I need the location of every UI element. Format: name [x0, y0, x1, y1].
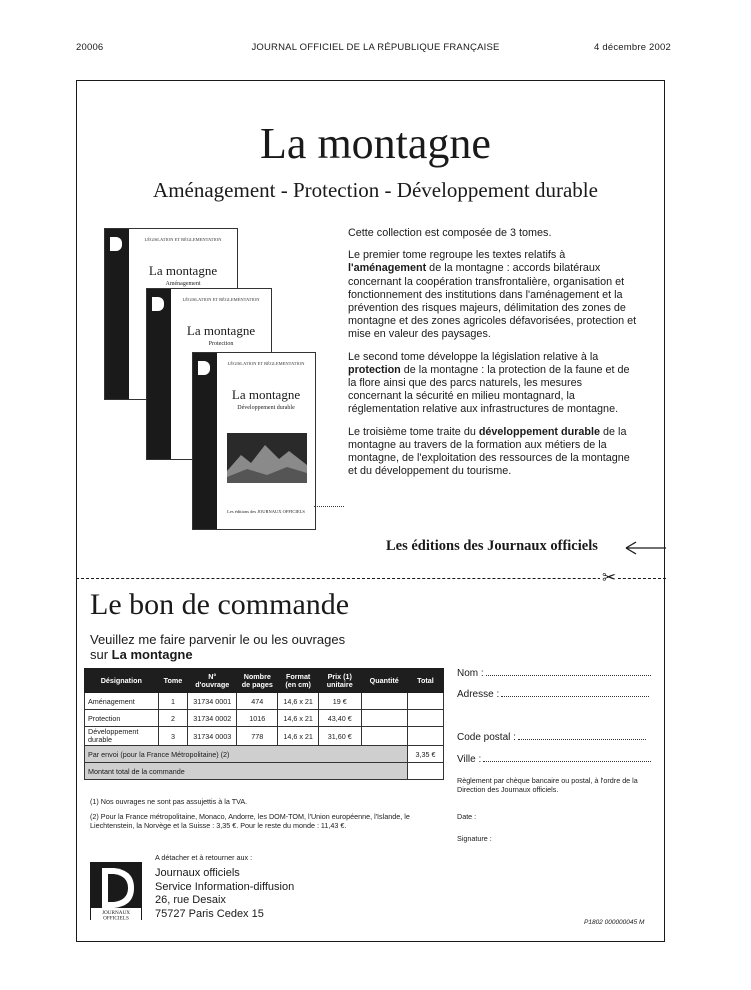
arrow-left-icon [622, 541, 666, 555]
table-row [85, 693, 444, 710]
order-notes [90, 797, 410, 830]
ad-subtitle: Aménagement - Protection - Développement durable [153, 178, 598, 202]
payment-info: Règlement par chèque bancaire ou postal, à l'ordre de la Direction des Journaux officiels. [457, 776, 638, 794]
postal-code-label: Code postal : [457, 732, 516, 743]
ad-description [348, 227, 638, 487]
row-format: 14,6 x 21 [278, 727, 319, 746]
row-prix: 19 € [318, 693, 361, 710]
intro-line: Cette collection est composée de 3 tomes. [348, 227, 552, 239]
jo-logo-icon [152, 297, 164, 311]
row-pages: 1016 [237, 710, 278, 727]
quantity-field[interactable] [361, 693, 407, 710]
total-row [85, 763, 444, 780]
row-prix: 31,60 € [318, 727, 361, 746]
book-subtitle: Protection [208, 341, 234, 347]
jo-logo-icon [198, 361, 210, 375]
book-subtitle: Développement durable [237, 405, 295, 411]
col-format: Format (en cm) [278, 669, 319, 693]
total-field[interactable] [407, 710, 443, 727]
address-line-4: 75727 Paris Cedex 15 [155, 907, 264, 920]
book-title: La montagne [148, 263, 218, 278]
shipping-row [85, 746, 444, 763]
note-1: (1) Nos ouvrages ne sont pas assujettis à la TVA. [90, 797, 248, 806]
row-numero: 31734 0003 [188, 727, 237, 746]
issue-date: 4 décembre 2002 [594, 42, 671, 53]
col-prix: Prix (1) unitaire [318, 669, 361, 693]
tome-3-description: Le troisième tome traite du développement durable de la montagne au travers de la formation aux métiers de la montagne, de l'exploitation des ressources de la montagne et du développement du tourisme. [348, 425, 630, 478]
detach-instruction: A détacher et à retourner aux : [155, 853, 253, 862]
book-series: LÉGISLATION ET RÉGLEMENTATION [144, 237, 222, 242]
order-form-title: Le bon de commande [90, 588, 350, 621]
book-series: LÉGISLATION ET RÉGLEMENTATION [227, 361, 305, 366]
name-label: Nom : [457, 668, 484, 679]
order-request [90, 632, 345, 662]
col-total: Total [407, 669, 443, 693]
order-table [84, 668, 444, 780]
page-number: 20006 [76, 42, 104, 53]
row-format: 14,6 x 21 [278, 710, 319, 727]
row-prix: 43,40 € [318, 710, 361, 727]
leader-line [314, 506, 344, 507]
row-tome: 2 [158, 710, 188, 727]
row-numero: 31734 0002 [188, 710, 237, 727]
order-request-line-2: sur La montagne [90, 647, 193, 662]
total-label: Montant total de la commande [85, 763, 408, 780]
row-format: 14,6 x 21 [278, 693, 319, 710]
book-subtitle: Aménagement [165, 281, 201, 287]
reference-code: P1802 000000045 M [584, 919, 645, 926]
shipping-label: Par envoi (pour la France Métropolitaine) (2) [85, 746, 408, 763]
date-field[interactable]: Date : [457, 812, 477, 821]
book-series: LÉGISLATION ET RÉGLEMENTATION [182, 297, 260, 302]
total-field[interactable] [407, 727, 443, 746]
book-footer: Les éditions des JOURNAUX OFFICIELS [227, 509, 305, 514]
mountain-photo [227, 433, 307, 483]
cut-line [76, 578, 666, 579]
postal-code-field[interactable] [457, 731, 646, 743]
address-line-2: Service Information-diffusion [155, 880, 295, 893]
return-address [155, 867, 294, 921]
name-field[interactable] [457, 667, 651, 679]
quantity-field[interactable] [361, 710, 407, 727]
scissors-icon: ✂ [602, 568, 617, 587]
col-pages: Nombre de pages [237, 669, 278, 693]
shipping-value: 3,35 € [407, 746, 443, 763]
jo-logo-icon [110, 237, 122, 251]
logo-text-line-2: OFFICIELS [103, 915, 129, 920]
tome-2-description: Le second tome développe la législation relative à la protection de la montagne : la protection de la faune et de la flore ainsi que des parcs naturels, les mesures concernant la sécurité en milieu montagnard, la réglementation relative aux infrastructures de montagne. [348, 350, 630, 416]
note-2: (2) Pour la France métropolitaine, Monaco, Andorre, les DOM-TOM, l'Union européenne, l'Islande, le Liechtenstein, la Norvège et la Suisse : 3,35 €. Pour le reste du monde : 11,43 €. [90, 812, 410, 830]
journaux-officiels-logo [90, 862, 142, 920]
address-line-1: Journaux officiels [155, 867, 240, 879]
col-designation: Désignation [85, 669, 159, 693]
table-row [85, 727, 444, 746]
logo-text-line-1: JOURNAUX [102, 910, 130, 916]
address-line-3: 26, rue Desaix [155, 894, 226, 906]
journal-title: JOURNAL OFFICIEL DE LA RÉPUBLIQUE FRANÇAISE [251, 42, 500, 53]
row-designation: Aménagement [85, 693, 159, 710]
address-field[interactable] [457, 688, 649, 700]
publisher-name: Les éditions des Journaux officiels [386, 538, 598, 554]
order-request-line-1: Veuillez me faire parvenir le ou les ouvrages [90, 632, 346, 647]
row-pages: 778 [237, 727, 278, 746]
tome-1-description: Le premier tome regroupe les textes relatifs à l'aménagement de la montagne : accords bilatéraux concernant la coopération transfrontalière, organisation et fonctionnement des institutions dans l'aménagement et la prévention des risques majeurs, délimitation des zones de montagne et des zones agricoles défavorisées, protection et mise en valeur des paysages. [348, 249, 637, 341]
signature-field[interactable]: Signature : [457, 834, 492, 843]
col-quantite: Quantité [361, 669, 407, 693]
quantity-field[interactable] [361, 727, 407, 746]
book-title: La montagne [186, 323, 256, 338]
col-numero: N° d'ouvrage [188, 669, 237, 693]
address-label: Adresse : [457, 689, 500, 700]
col-tome: Tome [158, 669, 188, 693]
row-designation: Protection [85, 710, 159, 727]
row-tome: 3 [158, 727, 188, 746]
table-row [85, 710, 444, 727]
total-field[interactable] [407, 693, 443, 710]
book-cover-3 [192, 352, 316, 530]
row-numero: 31734 0001 [188, 693, 237, 710]
row-tome: 1 [158, 693, 188, 710]
table-header [85, 669, 444, 693]
row-designation: Développement durable [85, 727, 159, 746]
city-field[interactable] [457, 753, 651, 765]
row-pages: 474 [237, 693, 278, 710]
ad-title: La montagne [260, 119, 491, 168]
city-label: Ville : [457, 754, 482, 765]
grand-total-field[interactable] [407, 763, 443, 780]
book-title: La montagne [231, 387, 301, 402]
